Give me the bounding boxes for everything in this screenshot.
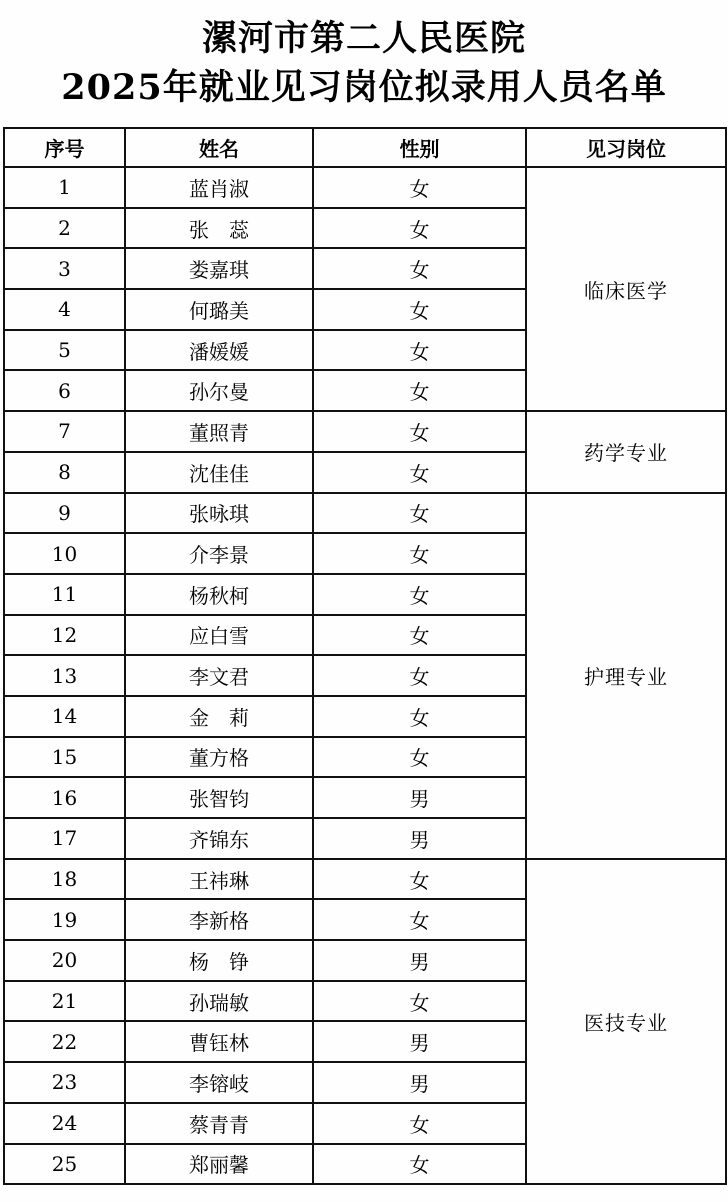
name-cell: 董方格 xyxy=(125,737,313,778)
name-cell: 杨秋柯 xyxy=(125,574,313,615)
gender-cell: 女 xyxy=(313,493,526,534)
serial-cell: 6 xyxy=(4,370,125,411)
name-cell: 蓝肖淑 xyxy=(125,167,313,208)
gender-cell: 女 xyxy=(313,655,526,696)
header-name: 姓名 xyxy=(125,128,313,167)
gender-cell: 女 xyxy=(313,696,526,737)
header-position: 见习岗位 xyxy=(526,128,726,167)
name-cell: 蔡青青 xyxy=(125,1103,313,1144)
position-group-cell: 护理专业 xyxy=(526,493,726,859)
name-cell: 孙瑞敏 xyxy=(125,981,313,1022)
serial-cell: 1 xyxy=(4,167,125,208)
serial-cell: 20 xyxy=(4,940,125,981)
gender-cell: 女 xyxy=(313,737,526,778)
name-cell: 张智钧 xyxy=(125,777,313,818)
serial-cell: 23 xyxy=(4,1062,125,1103)
serial-cell: 12 xyxy=(4,615,125,656)
serial-cell: 8 xyxy=(4,452,125,493)
gender-cell: 女 xyxy=(313,899,526,940)
name-cell: 李镕岐 xyxy=(125,1062,313,1103)
gender-cell: 女 xyxy=(313,615,526,656)
table-body xyxy=(4,167,726,1184)
serial-cell: 21 xyxy=(4,981,125,1022)
name-cell: 金 莉 xyxy=(125,696,313,737)
serial-cell: 9 xyxy=(4,493,125,534)
gender-cell: 女 xyxy=(313,411,526,452)
gender-cell: 男 xyxy=(313,818,526,859)
position-group-cell: 临床医学 xyxy=(526,167,726,411)
gender-cell: 男 xyxy=(313,940,526,981)
serial-cell: 3 xyxy=(4,248,125,289)
serial-cell: 4 xyxy=(4,289,125,330)
title-line-1: 漯河市第二人民医院 xyxy=(201,18,526,59)
serial-cell: 17 xyxy=(4,818,125,859)
gender-cell: 女 xyxy=(313,248,526,289)
header-row xyxy=(4,128,726,167)
gender-cell: 男 xyxy=(313,1021,526,1062)
serial-cell: 2 xyxy=(4,208,125,249)
table-row xyxy=(4,859,726,900)
recruitment-roster-table xyxy=(3,127,727,1185)
name-cell: 应白雪 xyxy=(125,615,313,656)
gender-cell: 女 xyxy=(313,330,526,371)
name-cell: 张 蕊 xyxy=(125,208,313,249)
table-row xyxy=(4,167,726,208)
title-line-2: 2025年就业见习岗位拟录用人员名单 xyxy=(61,67,667,108)
name-cell: 王祎琳 xyxy=(125,859,313,900)
serial-cell: 15 xyxy=(4,737,125,778)
name-cell: 孙尔曼 xyxy=(125,370,313,411)
serial-cell: 24 xyxy=(4,1103,125,1144)
table-row xyxy=(4,493,726,534)
name-cell: 齐锦东 xyxy=(125,818,313,859)
document-title xyxy=(0,0,728,112)
gender-cell: 女 xyxy=(313,370,526,411)
gender-cell: 男 xyxy=(313,777,526,818)
name-cell: 张咏琪 xyxy=(125,493,313,534)
header-gender: 性别 xyxy=(313,128,526,167)
gender-cell: 女 xyxy=(313,981,526,1022)
position-group-cell: 药学专业 xyxy=(526,411,726,492)
serial-cell: 13 xyxy=(4,655,125,696)
header-serial: 序号 xyxy=(4,128,125,167)
table-row xyxy=(4,411,726,452)
name-cell: 董照青 xyxy=(125,411,313,452)
gender-cell: 女 xyxy=(313,167,526,208)
serial-cell: 5 xyxy=(4,330,125,371)
serial-cell: 19 xyxy=(4,899,125,940)
serial-cell: 10 xyxy=(4,533,125,574)
name-cell: 曹钰林 xyxy=(125,1021,313,1062)
table-header xyxy=(4,128,726,167)
serial-cell: 11 xyxy=(4,574,125,615)
gender-cell: 女 xyxy=(313,208,526,249)
serial-cell: 25 xyxy=(4,1144,125,1185)
position-group-cell: 医技专业 xyxy=(526,859,726,1185)
serial-cell: 22 xyxy=(4,1021,125,1062)
serial-cell: 16 xyxy=(4,777,125,818)
name-cell: 何璐美 xyxy=(125,289,313,330)
gender-cell: 女 xyxy=(313,452,526,493)
name-cell: 李文君 xyxy=(125,655,313,696)
serial-cell: 18 xyxy=(4,859,125,900)
name-cell: 沈佳佳 xyxy=(125,452,313,493)
name-cell: 李新格 xyxy=(125,899,313,940)
gender-cell: 女 xyxy=(313,574,526,615)
gender-cell: 女 xyxy=(313,289,526,330)
gender-cell: 女 xyxy=(313,533,526,574)
name-cell: 杨 铮 xyxy=(125,940,313,981)
gender-cell: 女 xyxy=(313,1144,526,1185)
name-cell: 娄嘉琪 xyxy=(125,248,313,289)
gender-cell: 女 xyxy=(313,1103,526,1144)
name-cell: 介李景 xyxy=(125,533,313,574)
name-cell: 郑丽馨 xyxy=(125,1144,313,1185)
gender-cell: 女 xyxy=(313,859,526,900)
serial-cell: 14 xyxy=(4,696,125,737)
serial-cell: 7 xyxy=(4,411,125,452)
gender-cell: 男 xyxy=(313,1062,526,1103)
name-cell: 潘媛媛 xyxy=(125,330,313,371)
